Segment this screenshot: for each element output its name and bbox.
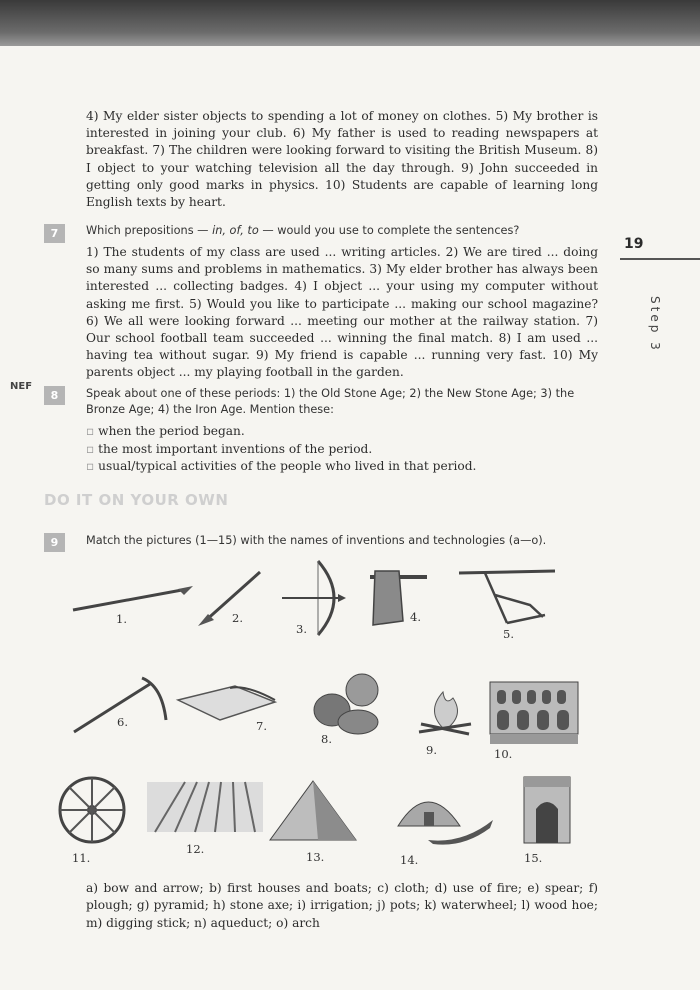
picture-label: 13. — [306, 850, 325, 864]
task-9-title: Match the pictures (1—15) with the names of inventions and technologies (a—o). — [86, 534, 547, 547]
picture-label: 1. — [116, 612, 127, 626]
first-houses-and-boats-picture — [388, 778, 498, 848]
arch-picture — [522, 775, 572, 845]
bullet-item: ▫ the most important inventions of the period. — [86, 441, 598, 459]
task-9-number: 9 — [44, 533, 65, 552]
picture-label: 11. — [72, 851, 91, 865]
picture-label: 5. — [503, 627, 514, 641]
task-7-body: 1) The students of my class are used ... writing articles. 2) We are tired ... doing so many sums and problems in mathematics. 3) My elder brother has always been interested ... collecting badges. 4) I object ... your using my computer without asking me first. 5) Would you like to participate ... making our school magazine? 6) We all were looking forward ... meeting our mother at the railway station. 7) Our school football team succeeded ... winning the final match. 8) I am used ... having tea without sugar. 9) My friend is capable ... running very fast. 10) My parents object ... my playing football in the garden. — [86, 245, 598, 380]
irrigation-field-picture — [145, 780, 265, 835]
plough-picture — [455, 565, 560, 630]
page-number-rule — [620, 258, 700, 260]
picture-label: 4. — [410, 610, 421, 624]
pyramid-picture — [268, 778, 358, 843]
step-label: Step 3 — [648, 296, 662, 353]
picture-label: 14. — [400, 853, 419, 867]
task-9-answers: a) bow and arrow; b) first houses and boats; c) cloth; d) use of fire; e) spear; f) plough; g) pyramid; h) stone axe; i) irrigation; j) pots; k) waterwheel; l) wood hoe; m) digging stick; n) aqueduct; o) arch — [86, 881, 598, 930]
task-8-number: 8 — [44, 386, 65, 405]
page-number: 19 — [624, 236, 644, 252]
fire-picture — [415, 672, 475, 737]
bullet-item: ▫ usual/typical activities of the people who lived in that period. — [86, 458, 598, 476]
picture-label: 15. — [524, 851, 543, 865]
picture-label: 8. — [321, 732, 332, 746]
spear-picture — [70, 585, 195, 615]
waterwheel-picture — [50, 772, 135, 847]
task-8-title: Speak about one of these periods: 1) the Old Stone Age; 2) the New Stone Age; 3) the Bronze Age; 4) the Iron Age. Mention these: — [86, 387, 575, 416]
picture-label: 12. — [186, 842, 205, 856]
picture-label: 10. — [494, 747, 513, 761]
picture-label: 6. — [117, 715, 128, 729]
task-7-title: Which prepositions — in, of, to — would you use to complete the sentences? — [86, 224, 520, 237]
paragraph-top: 4) My elder sister objects to spending a lot of money on clothes. 5) My brother is interested in joining your club. 6) My father is used to reading newspapers at breakfast. 7) The children were looking forward to visiting the British Museum. 8) I object to your watching television all the day through. 9) John succeeded in getting only good marks in physics. 10) Students are capable of learning long English texts by heart. — [86, 109, 598, 210]
pots-picture — [310, 670, 390, 740]
picture-label: 3. — [296, 622, 307, 636]
picture-label: 9. — [426, 743, 437, 757]
task-7-number: 7 — [44, 224, 65, 243]
bullet-item: ▫ when the period began. — [86, 423, 598, 441]
picture-label: 2. — [232, 611, 243, 625]
aqueduct-picture — [487, 672, 582, 747]
digging-stick-picture — [194, 570, 264, 630]
task-8-bullets — [86, 423, 598, 476]
picture-label: 7. — [256, 719, 267, 733]
top-banner — [0, 0, 700, 46]
section-heading: DO IT ON YOUR OWN — [44, 491, 229, 509]
bow-and-arrow-picture — [278, 558, 348, 638]
nef-marker: NEF — [10, 381, 33, 392]
